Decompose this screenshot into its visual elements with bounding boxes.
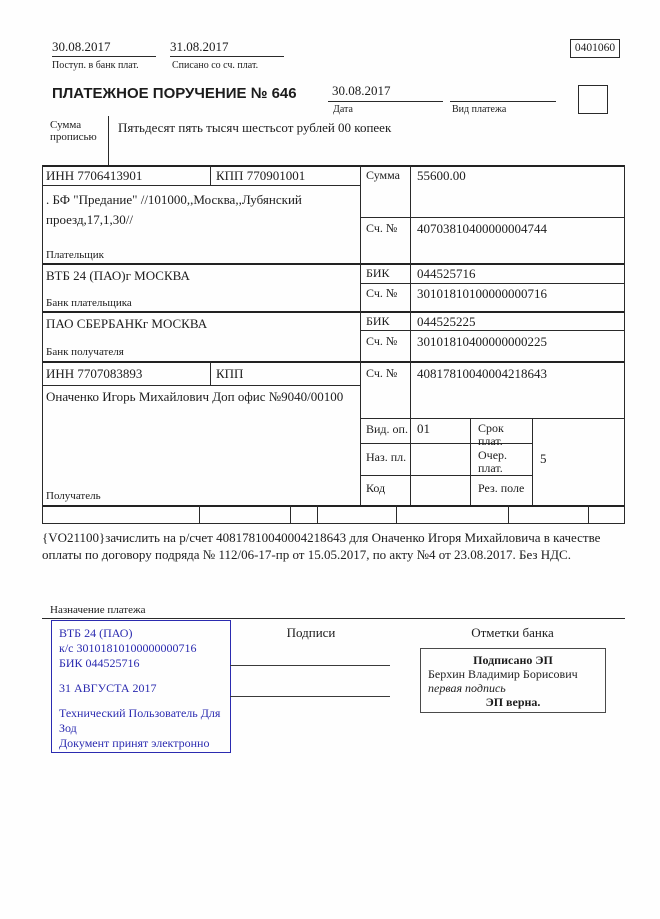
payee-bank-name: ПАО СБЕРБАНКг МОСКВА [46, 316, 208, 331]
table-line [624, 165, 625, 523]
document-date: 30.08.2017 [332, 83, 391, 98]
op-type-value: 01 [417, 421, 430, 436]
payer-inn: ИНН 7706413901 [46, 168, 143, 183]
table-line [360, 217, 625, 218]
priority-value: 5 [540, 451, 547, 466]
table-line [42, 385, 360, 386]
stamp-date: 31 АВГУСТА 2017 [59, 681, 157, 695]
table-line [588, 505, 589, 523]
electronic-bank-stamp [51, 620, 231, 753]
op-type-label: Вид. оп. [366, 422, 408, 436]
purpose-code-label: Наз. пл. [366, 450, 407, 464]
stamp-corr-account: к/с 30101810100000000716 [59, 641, 197, 655]
document-title: ПЛАТЕЖНОЕ ПОРУЧЕНИЕ № 646 [52, 85, 297, 102]
signature-verification-stamp [420, 648, 606, 713]
table-line [42, 263, 625, 265]
payee-name: Оначенко Игорь Михайлович Доп офис №9040/00100 [46, 389, 344, 404]
amount-in-words-value: Пятьдесят пять тысяч шестьсот рублей 00 копеек [118, 120, 392, 135]
payee-account: 40817810040004218643 [417, 366, 547, 381]
stamp-signature-type: первая подпись [428, 681, 506, 695]
payer-name: . БФ "Предание" //101000,,Москва,,Лубянский проезд,17,1,30// [46, 192, 302, 227]
payer-bank-account-label: Сч. № [366, 286, 398, 300]
divider [328, 101, 443, 102]
form-code: 0401060 [574, 42, 616, 54]
payee-bank-section-label: Банк получателя [46, 346, 124, 358]
due-date-label: Срок плат. [478, 421, 504, 448]
table-line [42, 185, 360, 186]
table-line [360, 165, 361, 505]
payer-bank-name: ВТБ 24 (ПАО)г МОСКВА [46, 268, 190, 283]
payer-section-label: Плательщик [46, 249, 104, 261]
payee-bank-account-label: Сч. № [366, 334, 398, 348]
divider [52, 56, 156, 57]
payer-bank-bik: 044525716 [417, 266, 476, 281]
stamp-status: Документ принят электронно [59, 736, 210, 750]
table-line [360, 475, 532, 476]
payee-bank-bik-label: БИК [366, 314, 390, 328]
table-line [508, 505, 509, 523]
received-in-bank-date: 30.08.2017 [52, 39, 111, 54]
payee-inn: ИНН 7707083893 [46, 366, 143, 381]
code-label: Код [366, 481, 386, 495]
divider [450, 101, 556, 102]
payee-bank-account: 30101810400000000225 [417, 334, 547, 349]
amount-in-words-label: Сумма прописью [50, 119, 97, 143]
table-line [360, 283, 625, 284]
payment-purpose-text: {VO21100}зачислить на р/счет 40817810040004218643 для Оначенко Игоря Михайловича в качестве оплаты по договору подряда № 112/06-17-пр от 15.05.2017, по акту №4 от 23.08.2017. Без НДС. [42, 530, 601, 562]
stamp-verdict: ЭП верна. [485, 695, 541, 709]
payer-account-label: Сч. № [366, 221, 398, 235]
table-line [396, 505, 397, 523]
signature-line [230, 665, 390, 666]
table-line [199, 505, 200, 523]
table-line [42, 165, 43, 523]
stamp-title: Подписано ЭП [473, 653, 553, 667]
priority-label: Очер. плат. [478, 448, 508, 475]
amount-value: 55600.00 [417, 168, 466, 183]
received-in-bank-label: Поступ. в банк плат. [52, 60, 139, 71]
divider [42, 618, 625, 619]
payment-purpose-label: Назначение платежа [50, 604, 146, 616]
payee-bank-bik: 044525225 [417, 314, 476, 329]
table-line [42, 311, 625, 313]
table-line [42, 361, 625, 363]
table-line [42, 505, 625, 507]
reserve-field-label: Рез. поле [478, 481, 525, 495]
table-line [360, 330, 625, 331]
stamp-bik: БИК 044525716 [59, 656, 140, 670]
payee-section-label: Получатель [46, 490, 101, 502]
signature-line [230, 696, 390, 697]
table-line [317, 505, 318, 523]
payee-kpp: КПП [216, 366, 244, 381]
payment-kind-box [578, 85, 608, 114]
table-line [42, 165, 625, 167]
stamp-user: Технический Пользователь Для Зод [59, 706, 221, 735]
divider [108, 116, 109, 165]
table-line [360, 418, 625, 419]
payer-kpp: КПП 770901001 [216, 168, 306, 183]
stamp-signer-name: Берхин Владимир Борисович [428, 667, 578, 681]
signatures-label: Подписи [286, 625, 336, 640]
amount-label: Сумма [366, 168, 400, 182]
debited-from-account-date: 31.08.2017 [170, 39, 229, 54]
stamp-bank-name: ВТБ 24 (ПАО) [59, 626, 133, 640]
payee-account-label: Сч. № [366, 366, 398, 380]
payer-account: 40703810400000004744 [417, 221, 547, 236]
table-line [410, 165, 411, 505]
table-line [42, 523, 625, 524]
bank-marks-label: Отметки банка [471, 625, 554, 640]
table-line [290, 505, 291, 523]
payer-bank-section-label: Банк плательщика [46, 297, 132, 309]
payer-bank-bik-label: БИК [366, 266, 390, 280]
debited-from-account-label: Списано со сч. плат. [172, 60, 259, 71]
date-label: Дата [333, 104, 353, 115]
payer-bank-account: 30101810100000000716 [417, 286, 547, 301]
payment-kind-label: Вид платежа [452, 104, 507, 115]
divider [170, 56, 284, 57]
table-line [470, 418, 471, 505]
table-line [210, 361, 211, 385]
table-line [210, 165, 211, 185]
form-code-box [570, 39, 620, 58]
